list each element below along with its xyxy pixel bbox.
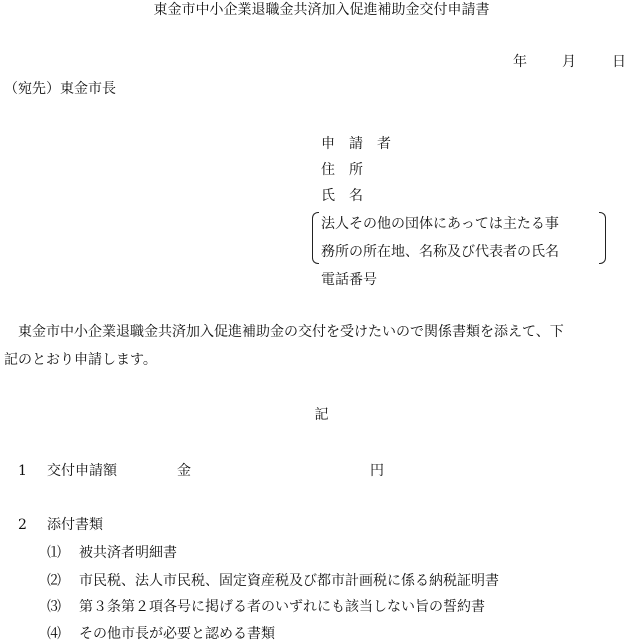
applicant-heading: 申 請 者: [321, 136, 391, 152]
address-label: 住 所: [321, 162, 363, 178]
attachment-number: ⑴: [47, 545, 61, 561]
attachment-text: 市民税、法人市民税、固定資産税及び都市計画税に係る納税証明書: [79, 573, 499, 589]
amount-kin-label: 金: [177, 463, 191, 479]
body-line-2: 記のとおり申請します。: [4, 352, 157, 368]
name-label: 氏 名: [321, 188, 363, 204]
left-bracket: [312, 212, 319, 264]
item-1-number: 1: [18, 463, 27, 479]
body-line-1: 東金市中小企業退職金共済加入促進補助金の交付を受けたいので関係書類を添えて、下: [18, 324, 564, 340]
corporation-note-line-1: 法人その他の団体にあっては主たる事: [321, 216, 559, 232]
addressee: （宛先）東金市長: [4, 81, 116, 97]
item-1-label: 交付申請額: [47, 463, 117, 479]
attachment-number: ⑶: [47, 599, 61, 615]
right-bracket: [599, 212, 606, 264]
attachment-number: ⑷: [47, 626, 61, 642]
corporation-note-line-2: 務所の所在地、名称及び代表者の氏名: [321, 244, 559, 260]
attachment-text: その他市長が必要と認める書類: [79, 626, 275, 642]
attachment-text: 被共済者明細書: [79, 545, 177, 561]
item-2-number: 2: [18, 517, 27, 533]
date-day-label: 日: [612, 54, 626, 70]
form-title: 東金市中小企業退職金共済加入促進補助金交付申請書: [153, 2, 490, 18]
attachment-text: 第３条第２項各号に掲げる者のいずれにも該当しない旨の誓約書: [79, 599, 485, 615]
date-year-label: 年: [513, 54, 527, 70]
ki-heading: 記: [314, 407, 329, 423]
date-month-label: 月: [562, 54, 576, 70]
item-2-label: 添付書類: [47, 517, 103, 533]
phone-label: 電話番号: [321, 272, 377, 288]
amount-yen-label: 円: [370, 463, 384, 479]
attachment-number: ⑵: [47, 573, 61, 589]
